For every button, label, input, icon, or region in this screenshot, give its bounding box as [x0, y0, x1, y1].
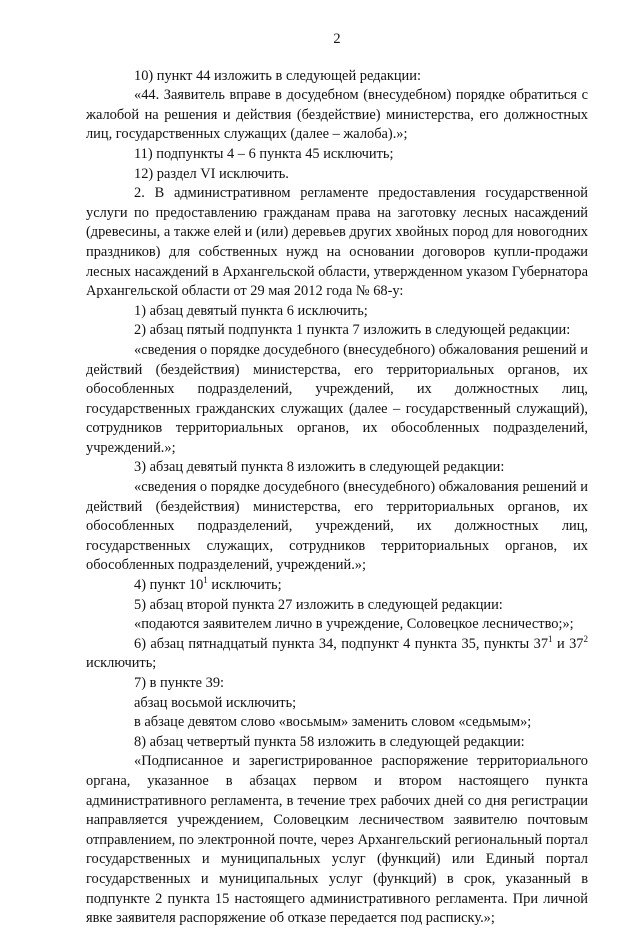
paragraph: 10) пункт 44 изложить в следующей редакции:	[134, 67, 421, 84]
paragraph: 4) пункт $10^1$ исключить;	[134, 575, 282, 594]
paragraph: 1) абзац девятый пункта 6 исключить;	[134, 302, 368, 319]
paragraph: 5) абзац второй пункта 27 изложить в следующей редакции:	[134, 596, 503, 613]
paragraph: 6) абзац пятнадцатый пункта 34, подпункт 4 пункта 35, пункты $37^1$ и $37^2$ исключить;	[86, 634, 588, 672]
paragraph: «подаются заявителем лично в учреждение, Соловецкое лесничество;»;	[134, 616, 574, 633]
paragraph: 8) абзац четвертый пункта 58 изложить в следующей редакции:	[134, 733, 525, 750]
superscript: 2	[583, 634, 588, 645]
paragraph: «44. Заявитель вправе в досудебном (внесудебном) порядке обратиться с жалобой на решения и действия (бездействие) министерства, его должностных лиц, государственных служащих (далее – жалоба).»;	[86, 87, 588, 143]
paragraph: «сведения о порядке досудебного (внесудебного) обжалования решений и действий (бездействия) министерства, его территориальных органов, их обособленных подразделений, учреждений, их должностных лиц, государственных гражданских служащих (далее – государственный служащий), сотрудников территориальных органов, их обособленных подразделений, учреждений.»;	[86, 341, 588, 456]
paragraph: 2. В административном регламенте предоставления государственной услуги по предоставлению гражданам права на заготовку лесных насаждений (древесины, а также елей и (или) деревьев других хвойных пород для новогодних праздников) для собственных нужд на основании договоров купли-продажи лесных насаждений в Архангельской области, утвержденном указом Губернатора Архангельской области от 29 мая 2012 года № 68-у:	[86, 185, 588, 300]
superscript: 1	[203, 575, 208, 586]
paragraph: 3) абзац девятый пункта 8 изложить в следующей редакции:	[134, 459, 505, 476]
page-number: 2	[333, 31, 341, 47]
paragraph: «сведения о порядке досудебного (внесудебного) обжалования решений и действий (бездействия) министерства, его территориальных органов, их обособленных подразделений, учреждений, их должностных лиц, государственных служащих, сотрудников территориальных органов, их обособленных подразделений, учреждений.»;	[86, 479, 588, 574]
paragraph: 11) подпункты 4 – 6 пункта 45 исключить;	[134, 145, 394, 162]
paragraph: в абзаце девятом слово «восьмым» заменить словом «седьмым»;	[134, 714, 532, 731]
paragraph: 12) раздел VI исключить.	[134, 165, 289, 182]
superscript: 1	[548, 634, 553, 645]
paragraph: 7) в пункте 39:	[134, 675, 225, 691]
paragraph: абзац восьмой исключить;	[134, 694, 297, 711]
paragraph: «Подписанное и зарегистрированное распоряжение территориального органа, указанное в абзацах первом и втором настоящего пункта административного регламента, в течение трех рабочих дней со дня регистрации направляется учреждением, Соловецким лесничеством заявителю почтовым отправлением, по электронной почте, через Архангельский региональный портал государственных и муниципальных услуг (функций) или Единый портал государственных и муниципальных услуг (функций) в срок, указанный в подпункте 2 пункта 15 настоящего административного регламента. При личной явке заявителя распоряжение об отказе передается под расписку.»;	[86, 753, 588, 927]
paragraph: 2) абзац пятый подпункта 1 пункта 7 изложить в следующей редакции:	[134, 322, 571, 339]
